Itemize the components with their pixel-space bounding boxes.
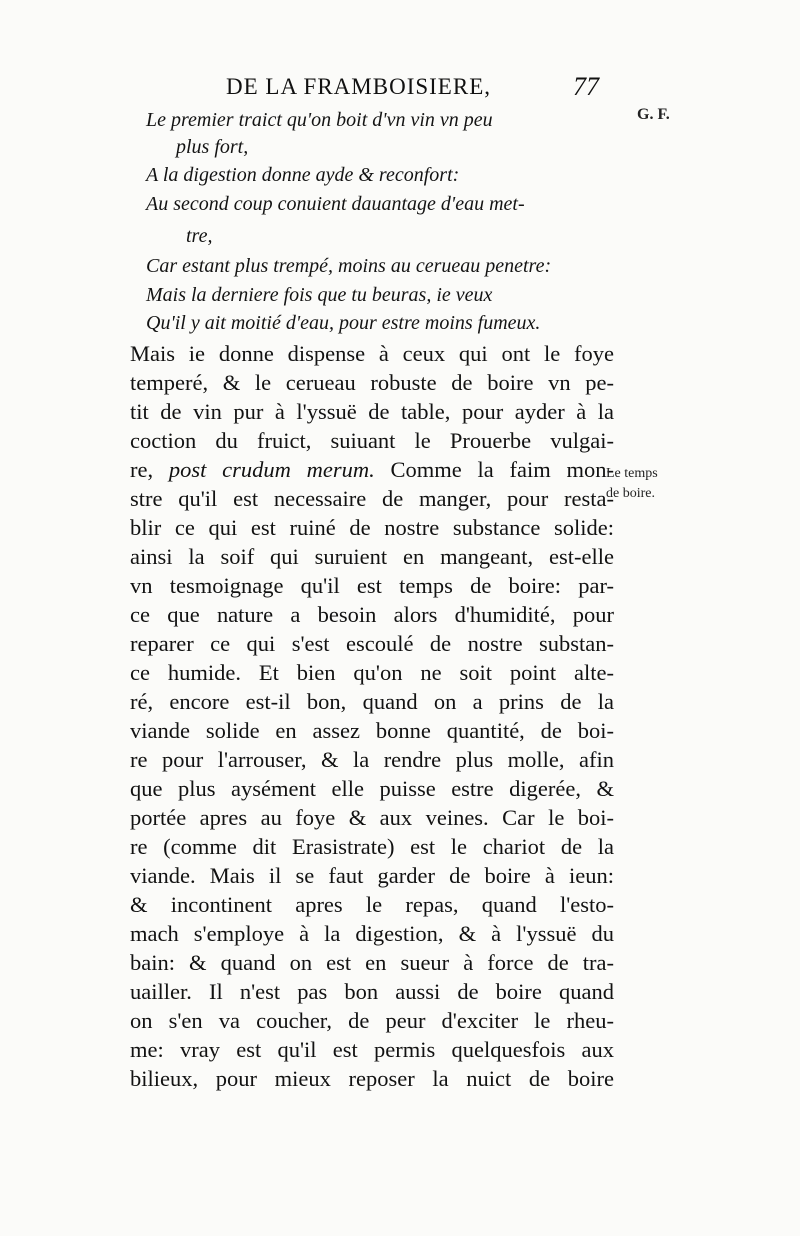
prose-line: re (comme dit Erasistrate) est le chariot de la [130, 834, 614, 859]
verse-line: Le premier traict qu'on boit d'vn vin vn peu [146, 109, 493, 131]
prose-line: reparer ce qui s'est escoulé de nostre substan- [130, 631, 614, 656]
running-title: DE LA FRAMBOISIERE, [226, 74, 491, 99]
verse-line: Au second coup conuient dauantage d'eau met- [146, 193, 525, 215]
verse-line: tre, [186, 225, 213, 247]
prose-line: que plus aysément elle puisse estre digerée, & [130, 776, 614, 801]
prose-line: re pour l'arrouser, & la rendre plus molle, afin [130, 747, 614, 772]
verse-line: Mais la derniere fois que tu beuras, ie veux [146, 284, 493, 306]
verse-line: A la digestion donne ayde & reconfort: [146, 164, 460, 186]
prose-line: bain: & quand on est en sueur à force de tra- [130, 950, 614, 975]
prose-line: viande solide en assez bonne quantité, de boi- [130, 718, 614, 743]
marginal-note-line: Le temps [606, 466, 658, 481]
prose-line: ré, encore est-il bon, quand on a prins de la [130, 689, 614, 714]
prose-line: ce humide. Et bien qu'on ne soit point alte- [130, 660, 614, 685]
prose-line: temperé, & le cerueau robuste de boire vn pe- [130, 370, 614, 395]
prose-line: ce que nature a besoin alors d'humidité, pour [130, 602, 614, 627]
prose-line: on s'en va coucher, de peur d'exciter le rheu- [130, 1008, 614, 1033]
prose-line: vn tesmoignage qu'il est temps de boire: par- [130, 573, 614, 598]
prose-line: bilieux, pour mieux reposer la nuict de boire [130, 1066, 614, 1091]
prose-line-mixed [130, 456, 614, 484]
verse-line: Qu'il y ait moitié d'eau, pour estre moins fumeux. [146, 312, 541, 334]
verse-line: Car estant plus trempé, moins au cerueau penetre: [146, 255, 552, 277]
prose-line: me: vray est qu'il est permis quelquesfois aux [130, 1037, 614, 1062]
prose-line: mach s'employe à la digestion, & à l'yssuë du [130, 921, 614, 946]
marginal-note-line: de boire. [606, 486, 655, 501]
verse-line: plus fort, [176, 136, 249, 158]
prose-line: stre qu'il est necessaire de manger, pour resta- [130, 486, 614, 511]
prose-line: & incontinent apres le repas, quand l'esto- [130, 892, 614, 917]
prose-line: portée apres au foye & aux veines. Car le boi- [130, 805, 614, 830]
prose-line: ainsi la soif qui suruient en mangeant, est-elle [130, 544, 614, 569]
latin-proverb: post crudum merum. [168, 457, 375, 482]
prose-line: coction du fruict, suiuant le Prouerbe vulgai- [130, 428, 614, 453]
prose-line: Mais ie donne dispense à ceux qui ont le foye [130, 341, 614, 366]
prose-text: re, [130, 457, 154, 482]
prose-line: viande. Mais il se faut garder de boire à ieun: [130, 863, 614, 888]
prose-line: uailler. Il n'est pas bon aussi de boire quand [130, 979, 614, 1004]
prose-text: Comme la faim mon- [390, 457, 615, 482]
printer-signature: G. F. [637, 106, 670, 123]
prose-line: blir ce qui est ruiné de nostre substance solide: [130, 515, 614, 540]
prose-line: tit de vin pur à l'yssuë de table, pour ayder à la [130, 399, 614, 424]
marginal-note [606, 464, 658, 504]
page-number: 77 [573, 72, 599, 101]
